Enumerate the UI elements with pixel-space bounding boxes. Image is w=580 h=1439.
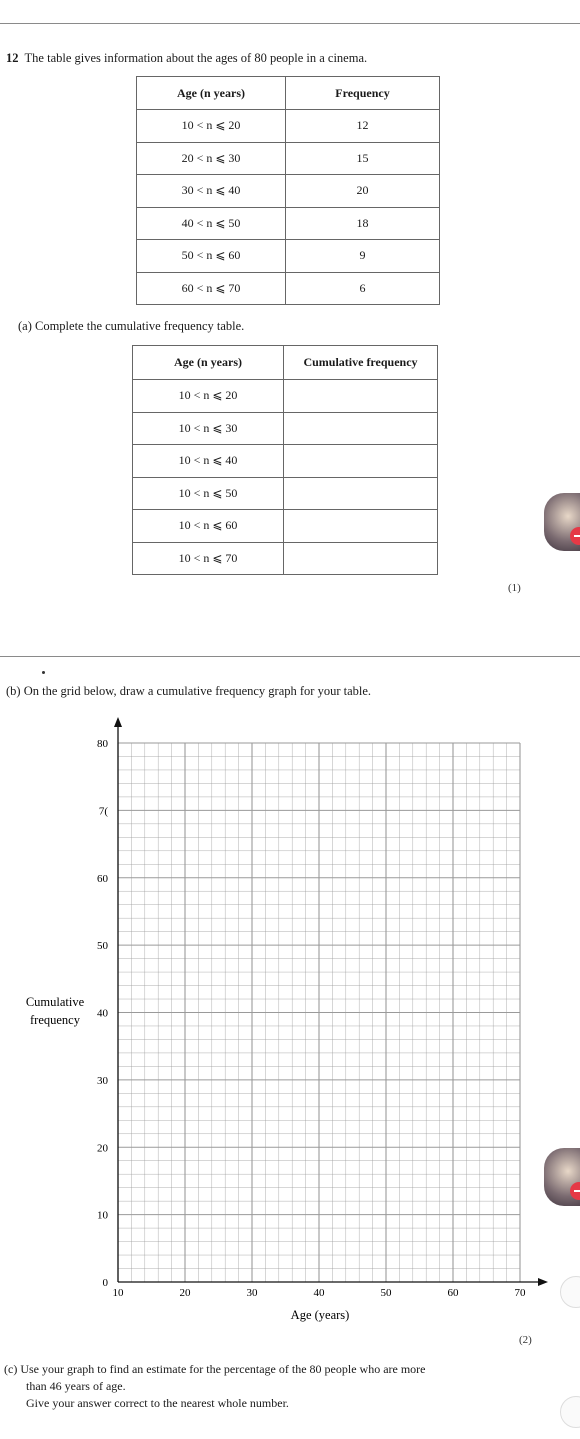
cf-table-answer-cell[interactable] xyxy=(284,477,438,510)
x-tick-labels xyxy=(113,1287,527,1299)
part-a-marks: (1) xyxy=(508,582,521,594)
freq-table-row xyxy=(137,207,440,240)
cf-table-header-age: Age (n years) xyxy=(133,346,284,380)
y-tick-label: 10 xyxy=(97,1209,108,1222)
dot-mark xyxy=(42,671,45,674)
y-tick-label: 20 xyxy=(97,1142,108,1155)
freq-table-header-frequency: Frequency xyxy=(286,77,440,110)
cf-table-row xyxy=(133,542,438,575)
y-tick-label: 50 xyxy=(97,940,108,953)
cf-table-row xyxy=(133,412,438,445)
y-tick-labels xyxy=(97,738,109,1289)
freq-table-age-cell: 60 < n ⩽ 70 xyxy=(137,272,286,305)
question-intro xyxy=(6,51,367,66)
x-tick-label: 70 xyxy=(514,1287,526,1299)
cf-table-row xyxy=(133,380,438,413)
y-tick-label: 80 xyxy=(97,738,108,750)
part-a-prompt: (a) Complete the cumulative frequency table. xyxy=(18,319,245,333)
y-axis-label-line1: Cumulative xyxy=(25,995,85,1009)
cf-table-header-cf: Cumulative frequency xyxy=(284,346,438,380)
y-tick-label: 60 xyxy=(97,872,108,885)
part-b-prompt: (b) On the grid below, draw a cumulative frequency graph for your table. xyxy=(6,684,372,698)
x-tick-label: 10 xyxy=(112,1287,124,1299)
freq-table-frequency-cell: 12 xyxy=(286,110,440,143)
freq-table-row xyxy=(137,142,440,175)
cf-table-answer-cell[interactable] xyxy=(284,412,438,445)
freq-table-frequency-cell: 9 xyxy=(286,240,440,273)
question-text: The table gives information about the ages of 80 people in a cinema. xyxy=(24,51,368,65)
y-tick-label: 0 xyxy=(102,1277,108,1289)
x-axis-arrow-icon xyxy=(538,1278,548,1286)
cf-table-age-cell: 10 < n ⩽ 20 xyxy=(133,380,284,413)
freq-table-age-cell: 10 < n ⩽ 20 xyxy=(137,110,286,143)
y-tick-label: 40 xyxy=(97,1007,108,1020)
minus-badge-icon[interactable] xyxy=(570,1182,580,1200)
freq-table-age-cell: 20 < n ⩽ 30 xyxy=(137,142,286,175)
cf-table-age-cell: 10 < n ⩽ 60 xyxy=(133,510,284,543)
x-axis-label: Age (years) xyxy=(290,1308,350,1322)
freq-table-row xyxy=(137,110,440,143)
x-tick-label: 60 xyxy=(447,1287,459,1299)
part-c-line1: (c) Use your graph to find an estimate for the percentage of the 80 people who are more xyxy=(4,1362,426,1376)
minus-badge-icon[interactable] xyxy=(570,527,580,545)
cf-table-row xyxy=(133,510,438,543)
freq-table-age-cell: 30 < n ⩽ 40 xyxy=(137,175,286,208)
freq-table-row xyxy=(137,175,440,208)
cf-table-answer-cell[interactable] xyxy=(284,445,438,478)
cumulative-frequency-graph xyxy=(0,706,580,1326)
y-axis-label-line2: frequency xyxy=(30,1013,80,1027)
x-tick-label: 20 xyxy=(179,1287,191,1299)
freq-table-frequency-cell: 15 xyxy=(286,142,440,175)
cf-table-answer-cell[interactable] xyxy=(284,380,438,413)
x-tick-label: 30 xyxy=(246,1287,258,1299)
cf-table-age-cell: 10 < n ⩽ 70 xyxy=(133,542,284,575)
freq-table-age-cell: 40 < n ⩽ 50 xyxy=(137,207,286,240)
freq-table-age-cell: 50 < n ⩽ 60 xyxy=(137,240,286,273)
y-axis-arrow-icon xyxy=(114,717,122,727)
freq-table-header-age: Age (n years) xyxy=(137,77,286,110)
x-tick-label: 50 xyxy=(380,1287,392,1299)
cf-table-age-cell: 10 < n ⩽ 40 xyxy=(133,445,284,478)
x-tick-label: 40 xyxy=(313,1287,325,1299)
frequency-table xyxy=(136,76,440,305)
freq-table-row xyxy=(137,272,440,305)
floating-avatar-button-top[interactable] xyxy=(544,493,580,551)
cf-table-row xyxy=(133,477,438,510)
cf-table-age-cell: 10 < n ⩽ 50 xyxy=(133,477,284,510)
axes xyxy=(114,717,548,1286)
y-tick-label: 30 xyxy=(97,1074,108,1087)
freq-table-frequency-cell: 18 xyxy=(286,207,440,240)
freq-table-frequency-cell: 6 xyxy=(286,272,440,305)
freq-table-row xyxy=(137,240,440,273)
cf-table-answer-cell[interactable] xyxy=(284,542,438,575)
question-number: 12 xyxy=(6,51,19,65)
top-rule xyxy=(0,23,580,24)
edge-circle-button-bottom[interactable] xyxy=(560,1396,580,1428)
section-divider xyxy=(0,656,580,657)
y-tick-label: 7( xyxy=(98,805,108,818)
cf-table-row xyxy=(133,445,438,478)
floating-avatar-button-bottom[interactable] xyxy=(544,1148,580,1206)
part-c-line3: Give your answer correct to the nearest whole number. xyxy=(26,1396,289,1410)
freq-table-frequency-cell: 20 xyxy=(286,175,440,208)
part-c-line2: than 46 years of age. xyxy=(26,1379,126,1393)
part-b-marks: (2) xyxy=(519,1334,532,1346)
cf-table-answer-cell[interactable] xyxy=(284,510,438,543)
cumulative-frequency-table xyxy=(132,345,438,575)
cf-table-age-cell: 10 < n ⩽ 30 xyxy=(133,412,284,445)
